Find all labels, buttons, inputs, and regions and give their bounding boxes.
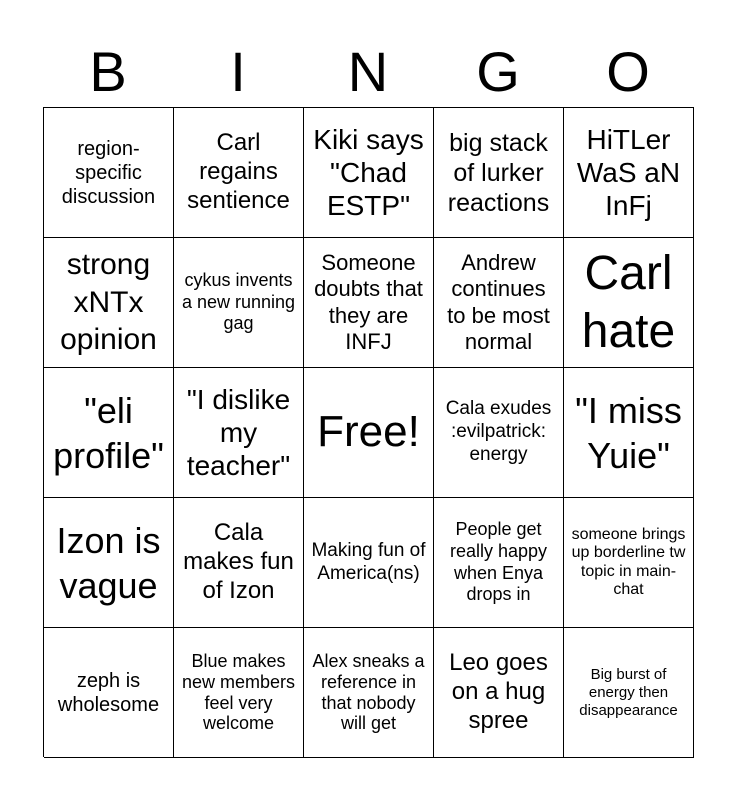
bingo-cell[interactable] <box>174 498 304 628</box>
bingo-cell[interactable] <box>434 238 564 368</box>
cell-text: Big burst of energy then disappearance <box>579 665 678 719</box>
cell-text: Carl regains sentience <box>187 129 290 214</box>
bingo-cell[interactable] <box>304 238 434 368</box>
cell-text: strong xNTx opinion <box>60 248 157 357</box>
cell-text: Cala makes fun of Izon <box>183 519 294 604</box>
bingo-cell[interactable] <box>564 368 694 498</box>
bingo-cell[interactable] <box>434 108 564 238</box>
cell-text: Kiki says "Chad ESTP" <box>313 123 424 222</box>
bingo-cell[interactable] <box>564 108 694 238</box>
header-letter-b: B <box>89 40 127 103</box>
cell-text: Making fun of America(ns) <box>311 539 426 584</box>
cell-text: People get really happy when Enya drops in <box>449 519 548 605</box>
cell-text: big stack of lurker reactions <box>447 128 550 217</box>
bingo-board <box>43 107 694 757</box>
bingo-cell[interactable] <box>434 498 564 628</box>
free-space-cell[interactable] <box>304 368 434 498</box>
cell-text: "I dislike my teacher" <box>186 383 291 482</box>
bingo-cell[interactable] <box>304 628 434 758</box>
header-letter-n: N <box>347 40 389 103</box>
cell-text: Izon is vague <box>56 519 161 606</box>
bingo-cell[interactable] <box>564 628 694 758</box>
cell-text: HiTLer WaS aN InFj <box>576 123 681 222</box>
bingo-cell[interactable] <box>434 628 564 758</box>
bingo-cell[interactable] <box>174 108 304 238</box>
bingo-cell[interactable] <box>434 368 564 498</box>
bingo-header <box>43 36 693 108</box>
cell-text: Carl hate <box>581 246 676 358</box>
bingo-cell[interactable] <box>174 368 304 498</box>
bingo-cell[interactable] <box>174 628 304 758</box>
bingo-cell[interactable] <box>564 498 694 628</box>
bingo-cell[interactable] <box>44 628 174 758</box>
bingo-cell[interactable] <box>44 368 174 498</box>
bingo-cell[interactable] <box>44 238 174 368</box>
bingo-cell[interactable] <box>44 498 174 628</box>
cell-text: someone brings up borderline tw topic in main-chat <box>571 525 686 598</box>
header-letter-i: I <box>230 40 246 103</box>
bingo-cell[interactable] <box>304 108 434 238</box>
cell-text: Andrew continues to be most normal <box>447 249 550 354</box>
cell-text: "I miss Yuie" <box>575 389 682 476</box>
cell-text: Blue makes new members feel very welcome <box>181 651 296 734</box>
bingo-cell[interactable] <box>304 498 434 628</box>
cell-text: Alex sneaks a reference in that nobody will get <box>312 651 425 734</box>
header-letter-o: O <box>606 40 650 103</box>
header-letter-g: G <box>476 40 520 103</box>
bingo-cell[interactable] <box>44 108 174 238</box>
cell-text: zeph is wholesome <box>57 669 160 716</box>
cell-text: cykus invents a new running gag <box>181 270 296 334</box>
cell-text: region-specific discussion <box>61 137 156 208</box>
cell-text: Someone doubts that they are INFJ <box>314 249 423 354</box>
cell-text: Leo goes on a hug spree <box>449 649 548 734</box>
free-space-text: Free! <box>317 407 420 457</box>
bingo-cell[interactable] <box>564 238 694 368</box>
cell-text: "eli profile" <box>53 389 164 476</box>
cell-text: Cala exudes :evilpatrick: energy <box>445 398 552 465</box>
bingo-cell[interactable] <box>174 238 304 368</box>
